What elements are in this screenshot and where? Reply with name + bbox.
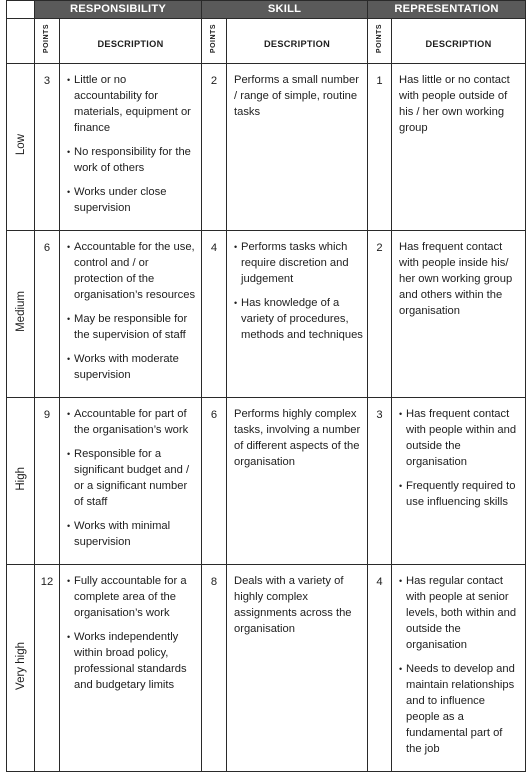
representation-points: 4 [368, 565, 392, 772]
list-item: • Accountable for part of the organisation’s work [67, 406, 197, 438]
responsibility-points: 9 [35, 398, 60, 565]
description-header-representation: DESCRIPTION [392, 19, 526, 64]
bullet-list [67, 239, 197, 383]
level-cell [7, 565, 35, 772]
responsibility-points: 12 [35, 565, 60, 772]
list-item: • Performs tasks which require discretion and judgement [234, 239, 363, 287]
representation-description [392, 398, 526, 565]
list-item: • Fully accountable for a complete area of the organisation’s work [67, 573, 197, 621]
bullet-list [67, 72, 197, 216]
header-responsibility: RESPONSIBILITY [35, 1, 202, 19]
points-header-skill [202, 19, 227, 64]
list-item: • Has regular contact with people at senior levels, both within and outside the organisation [399, 573, 521, 653]
responsibility-points: 3 [35, 64, 60, 231]
responsibility-description [60, 398, 202, 565]
level-label: Medium [14, 291, 27, 332]
job-evaluation-table [6, 0, 526, 772]
list-item: • Little or no accountability for materials, equipment or finance [67, 72, 197, 136]
description-text: Has frequent contact with people inside his/ her own working group and others within the organisation [399, 241, 513, 317]
responsibility-points: 6 [35, 231, 60, 398]
responsibility-description [60, 565, 202, 772]
category-header-row [7, 1, 526, 19]
list-item: • Works with minimal supervision [67, 518, 197, 550]
points-label: POINTS [210, 23, 217, 54]
representation-points: 1 [368, 64, 392, 231]
description-header-responsibility: DESCRIPTION [60, 19, 202, 64]
subheader-row [7, 19, 526, 64]
level-label: Low [14, 133, 27, 156]
list-item: • Needs to develop and maintain relationships and to influence people as a fundamental part of the job [399, 661, 521, 757]
level-cell [7, 398, 35, 565]
level-row [7, 565, 526, 772]
responsibility-description [60, 64, 202, 231]
skill-points: 6 [202, 398, 227, 565]
header-representation: REPRESENTATION [368, 1, 526, 19]
representation-description [392, 565, 526, 772]
skill-description [227, 398, 368, 565]
list-item: • No responsibility for the work of others [67, 144, 197, 176]
skill-description [227, 64, 368, 231]
representation-points: 3 [368, 398, 392, 565]
skill-description [227, 231, 368, 398]
skill-points: 2 [202, 64, 227, 231]
description-text: Performs highly complex tasks, involving a number of different aspects of the organisation [234, 408, 361, 468]
list-item: • Accountable for the use, control and / or protection of the organisation’s resources [67, 239, 197, 303]
bullet-list [399, 406, 521, 510]
level-row [7, 398, 526, 565]
skill-points: 4 [202, 231, 227, 398]
list-item: • Responsible for a significant budget and / or a significant number of staff [67, 446, 197, 510]
points-header-responsibility [35, 19, 60, 64]
header-skill: SKILL [202, 1, 368, 19]
bullet-list [399, 573, 521, 757]
representation-description [392, 231, 526, 398]
header-corner-top [7, 1, 35, 19]
description-text: Performs a small number / range of simple, routine tasks [234, 74, 359, 118]
level-cell [7, 64, 35, 231]
skill-points: 8 [202, 565, 227, 772]
list-item: • Works independently within broad policy, professional standards and budgetary limits [67, 629, 197, 693]
level-label: Very high [14, 641, 27, 690]
description-text: Has little or no contact with people outside of his / her own working group [399, 74, 510, 134]
list-item: • Has frequent contact with people within and outside the organisation [399, 406, 521, 470]
list-item: • Works with moderate supervision [67, 351, 197, 383]
representation-description [392, 64, 526, 231]
header-corner-bottom [7, 19, 35, 64]
bullet-list [67, 573, 197, 693]
level-row [7, 231, 526, 398]
level-cell [7, 231, 35, 398]
list-item: • May be responsible for the supervision of staff [67, 311, 197, 343]
level-label: High [14, 466, 27, 491]
list-item: • Frequently required to use influencing skills [399, 478, 521, 510]
bullet-list [234, 239, 363, 343]
list-item: • Has knowledge of a variety of procedures, methods and techniques [234, 295, 363, 343]
level-row [7, 64, 526, 231]
bullet-list [67, 406, 197, 550]
skill-description [227, 565, 368, 772]
representation-points: 2 [368, 231, 392, 398]
list-item: • Works under close supervision [67, 184, 197, 216]
description-text: Deals with a variety of highly complex assignments across the organisation [234, 575, 352, 635]
responsibility-description [60, 231, 202, 398]
points-header-representation [368, 19, 392, 64]
points-label: POINTS [375, 23, 383, 54]
points-label: POINTS [43, 23, 50, 54]
description-header-skill: DESCRIPTION [227, 19, 368, 64]
